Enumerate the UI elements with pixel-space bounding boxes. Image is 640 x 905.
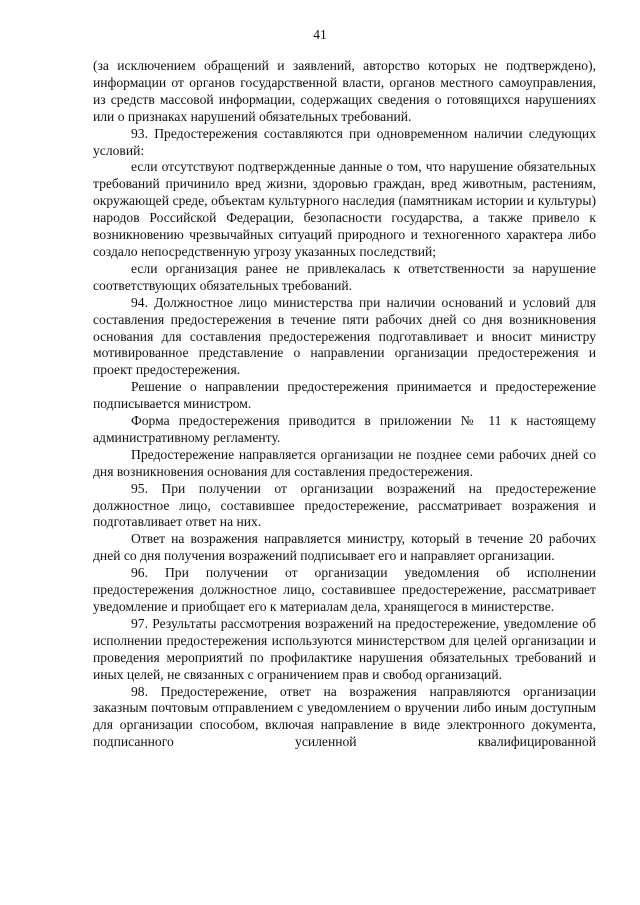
paragraph-94-form: Форма предостережения приводится в приложении № 11 к настоящему административному регламенту. <box>93 413 596 445</box>
paragraph-continuation: (за исключением обращений и заявлений, авторство которых не подтверждено), информации от органов государственной власти, органов местного самоуправления, из средств массовой информации, содержащих сведения о готовящихся нарушениях или о признаках нарушений обязательных требований. <box>93 58 596 124</box>
paragraph-93-condition-1: если отсутствуют подтвержденные данные о том, что нарушение обязательных требований причинило вред жизни, здоровью граждан, вред животным, растениям, окружающей среде, объектам культурного наследия (памятникам истории и культуры) народов Российской Федерации, безопасности государства, а также привело к возникновению чрезвычайных ситуаций природного и техногенного характера либо создало непосредственную угрозу указанных последствий; <box>93 159 596 259</box>
paragraph-96: 96. При получении от организации уведомления об исполнении предостережения должностное лицо, составившее предостережение, рассматривает уведомление и приобщает его к материалам дела, хранящегося в министерстве. <box>93 565 596 614</box>
paragraph-93: 93. Предостережения составляются при одновременном наличии следующих условий: <box>93 125 596 158</box>
page-number: 41 <box>313 27 327 42</box>
document-body <box>93 58 596 751</box>
paragraph-94-decision: Решение о направлении предостережения принимается и предостережение подписывается министром. <box>93 379 596 412</box>
paragraph-98: 98. Предостережение, ответ на возражения направляются организации заказным почтовым отправлением с уведомлением о вручении либо иным доступным для организации способом, включая направление в виде электронного документа, подписанного усиленной квалифицированной <box>93 683 596 750</box>
paragraph-95-response: Ответ на возражения направляется министру, который в течение 20 рабочих дней со дня получения возражений подписывает его и направляет организации. <box>93 531 596 564</box>
paragraph-94: 94. Должностное лицо министерства при наличии оснований и условий для составления предостережения в течение пяти рабочих дней со дня возникновения основания для составления предостережения подготавливает и вносит министру мотивированное представление о направлении организации предостережения и проект предостережения. <box>93 294 596 378</box>
paragraph-94-deadline: Предостережение направляется организации не позднее семи рабочих дней со дня возникновения основания для составления предостережения. <box>93 446 596 479</box>
paragraph-97: 97. Результаты рассмотрения возражений на предостережение, уведомление об исполнении предостережения используются министерством для целей организации и проведения мероприятий по профилактике нарушения обязательных требований и иных целей, не связанных с ограничением прав и свобод организаций. <box>93 615 596 682</box>
paragraph-93-condition-2: если организация ранее не привлекалась к ответственности за нарушение соответствующих обязательных требований. <box>93 260 596 293</box>
paragraph-95: 95. При получении от организации возражений на предостережение должностное лицо, составившее предостережение, рассматривает возражения и подготавливает ответ на них. <box>93 480 596 530</box>
